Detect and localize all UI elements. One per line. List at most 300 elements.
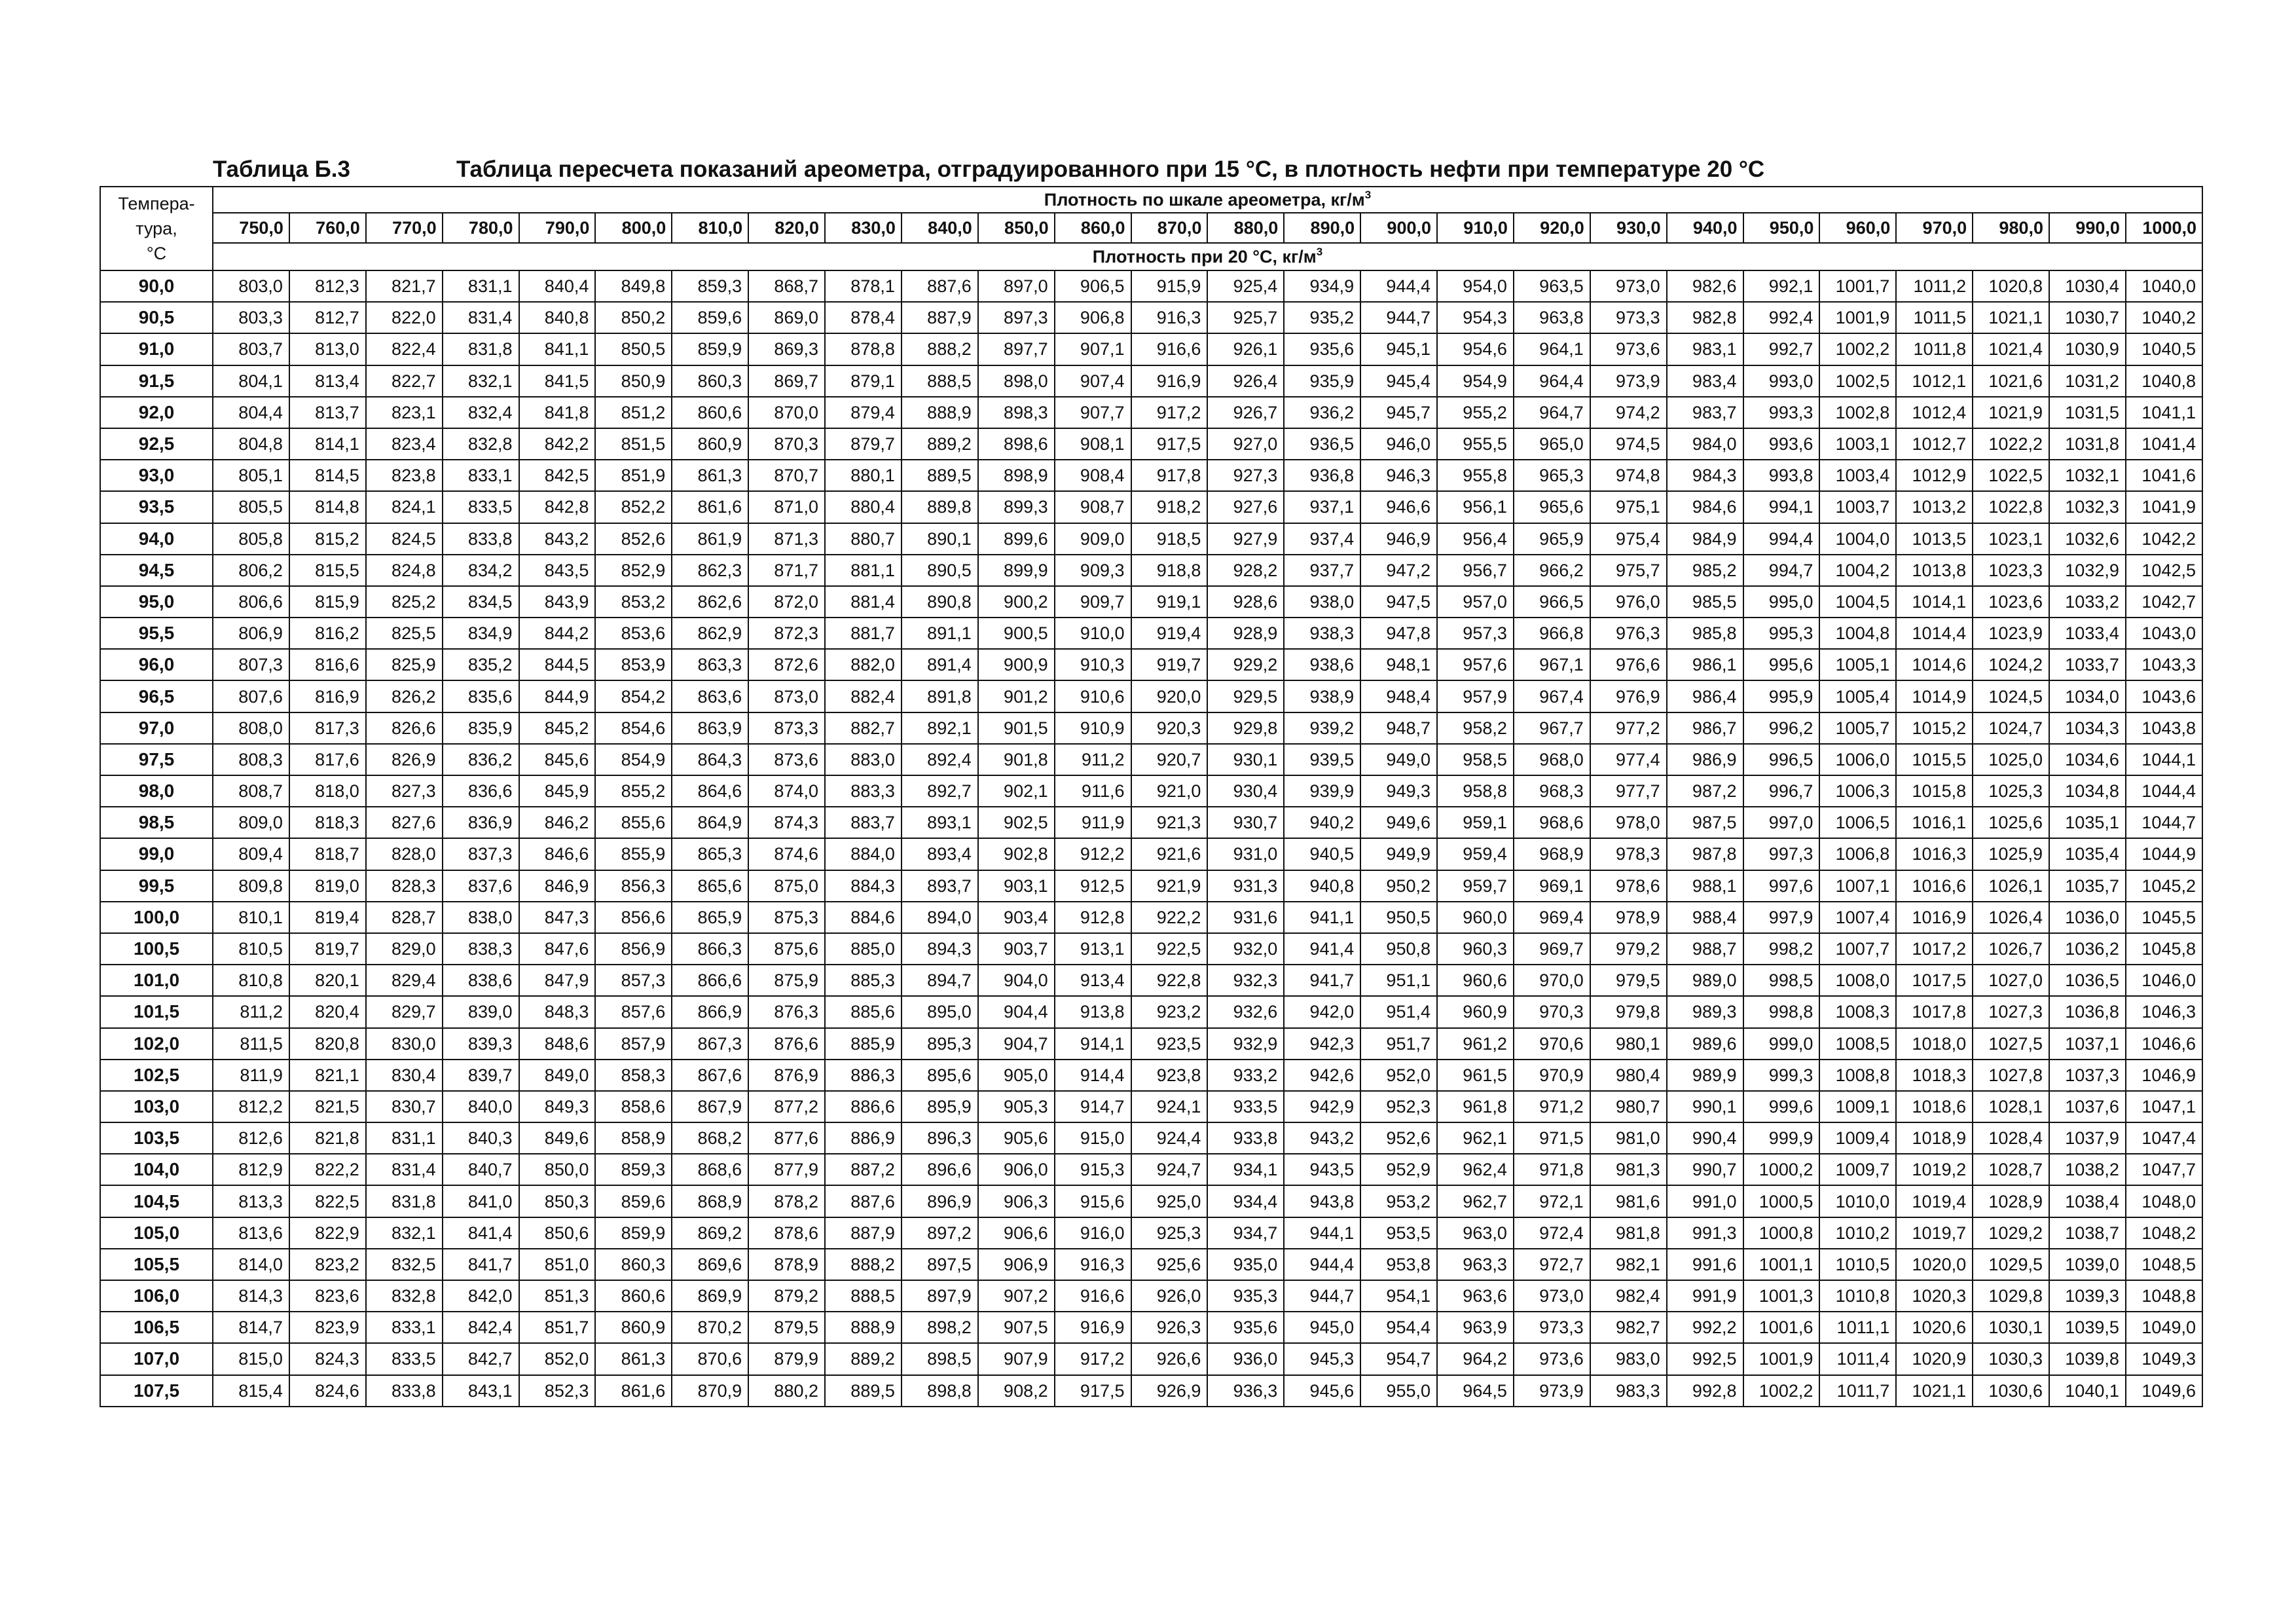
density-cell: 1037,3 [2049,1060,2126,1091]
density-cell: 851,9 [595,460,672,491]
density-cell: 993,0 [1743,365,1820,397]
density-cell: 806,9 [213,618,289,649]
density-cell: 850,3 [519,1185,596,1217]
density-cell: 1000,2 [1743,1154,1820,1185]
density-cell: 932,0 [1207,933,1284,965]
density-cell: 1030,7 [2049,302,2126,333]
density-cell: 904,4 [978,996,1055,1027]
density-cell: 893,4 [902,838,978,870]
density-cell: 1019,7 [1896,1217,1973,1249]
density-cell: 888,5 [902,365,978,397]
density-cell: 935,6 [1207,1312,1284,1343]
density-cell: 999,3 [1743,1060,1820,1091]
density-cell: 960,0 [1437,902,1514,933]
density-cell: 877,2 [748,1091,825,1122]
density-cell: 1048,8 [2126,1280,2202,1312]
density-cell: 864,6 [672,775,748,807]
density-cell: 976,6 [1590,649,1667,680]
density-column-header: 930,0 [1590,213,1667,243]
table-row [100,460,2202,491]
temperature-cell: 98,0 [100,775,213,807]
density-cell: 926,7 [1207,397,1284,428]
density-cell: 1011,2 [1896,270,1973,302]
density-cell: 991,3 [1667,1217,1743,1249]
density-cell: 821,8 [289,1122,366,1154]
density-cell: 817,3 [289,712,366,744]
density-cell: 916,6 [1055,1280,1131,1312]
density-cell: 1004,2 [1819,555,1896,586]
density-cell: 814,3 [213,1280,289,1312]
density-cell: 831,4 [366,1154,443,1185]
density-cell: 1031,8 [2049,428,2126,460]
density-cell: 1015,2 [1896,712,1973,744]
density-cell: 863,3 [672,649,748,680]
density-cell: 917,8 [1131,460,1208,491]
density-cell: 1016,1 [1896,807,1973,838]
density-cell: 935,0 [1207,1249,1284,1280]
density-cell: 945,0 [1284,1312,1360,1343]
density-cell: 1018,9 [1896,1122,1973,1154]
density-cell: 859,9 [672,333,748,365]
density-cell: 838,6 [443,965,519,996]
density-cell: 878,1 [825,270,902,302]
density-cell: 895,0 [902,996,978,1027]
density-cell: 909,7 [1055,586,1131,618]
density-cell: 957,3 [1437,618,1514,649]
density-cell: 845,6 [519,744,596,775]
density-cell: 1040,5 [2126,333,2202,365]
temperature-cell: 99,0 [100,838,213,870]
density-cell: 987,8 [1667,838,1743,870]
density-cell: 975,7 [1590,555,1667,586]
density-cell: 942,6 [1284,1060,1360,1091]
table-body [100,270,2202,1407]
density-cell: 926,1 [1207,333,1284,365]
density-cell: 859,3 [595,1154,672,1185]
density-cell: 1018,3 [1896,1060,1973,1091]
density-cell: 832,5 [366,1249,443,1280]
density-cell: 1038,7 [2049,1217,2126,1249]
density-cell: 960,6 [1437,965,1514,996]
density-cell: 1019,4 [1896,1185,1973,1217]
density-cell: 835,9 [443,712,519,744]
density-cell: 992,2 [1667,1312,1743,1343]
density-cell: 965,9 [1514,523,1590,555]
density-cell: 941,4 [1284,933,1360,965]
density-cell: 803,7 [213,333,289,365]
density-cell: 994,4 [1743,523,1820,555]
density-cell: 824,5 [366,523,443,555]
density-cell: 1032,9 [2049,555,2126,586]
density-cell: 927,9 [1207,523,1284,555]
density-cell: 854,9 [595,744,672,775]
density-cell: 966,8 [1514,618,1590,649]
density-cell: 919,4 [1131,618,1208,649]
table-row [100,1280,2202,1312]
density-cell: 938,3 [1284,618,1360,649]
density-cell: 909,0 [1055,523,1131,555]
density-cell: 992,5 [1667,1343,1743,1375]
density-cell: 884,6 [825,902,902,933]
density-cell: 968,3 [1514,775,1590,807]
density-cell: 840,8 [519,302,596,333]
table-row [100,1154,2202,1185]
density-cell: 970,9 [1514,1060,1590,1091]
density-cell: 932,6 [1207,996,1284,1027]
density-cell: 984,9 [1667,523,1743,555]
density-cell: 850,6 [519,1217,596,1249]
table-row [100,965,2202,996]
density-cell: 882,0 [825,649,902,680]
density-cell: 837,3 [443,838,519,870]
density-cell: 990,7 [1667,1154,1743,1185]
density-cell: 820,8 [289,1028,366,1060]
density-cell: 879,5 [748,1312,825,1343]
density-cell: 824,1 [366,491,443,523]
density-cell: 859,6 [672,302,748,333]
density-cell: 892,1 [902,712,978,744]
density-cell: 1024,7 [1973,712,2049,744]
density-cell: 934,9 [1284,270,1360,302]
density-cell: 1033,4 [2049,618,2126,649]
density-cell: 859,3 [672,270,748,302]
density-cell: 979,8 [1590,996,1667,1027]
density-cell: 937,1 [1284,491,1360,523]
density-cell: 1005,1 [1819,649,1896,680]
density-cell: 1003,1 [1819,428,1896,460]
density-cell: 899,9 [978,555,1055,586]
density-cell: 972,4 [1514,1217,1590,1249]
density-cell: 836,2 [443,744,519,775]
density-cell: 829,7 [366,996,443,1027]
density-cell: 1019,2 [1896,1154,1973,1185]
density-cell: 897,7 [978,333,1055,365]
density-cell: 1014,4 [1896,618,1973,649]
density-cell: 887,6 [902,270,978,302]
density-cell: 1011,5 [1896,302,1973,333]
density-cell: 833,8 [366,1375,443,1407]
temperature-cell: 95,5 [100,618,213,649]
density-cell: 869,2 [672,1217,748,1249]
density-cell: 1020,3 [1896,1280,1973,1312]
density-cell: 821,1 [289,1060,366,1091]
density-cell: 954,6 [1437,333,1514,365]
density-cell: 983,7 [1667,397,1743,428]
density-cell: 923,8 [1131,1060,1208,1091]
density-cell: 1026,4 [1973,902,2049,933]
density-cell: 1014,6 [1896,649,1973,680]
density-cell: 898,5 [902,1343,978,1375]
density-cell: 935,9 [1284,365,1360,397]
density-cell: 952,6 [1360,1122,1437,1154]
density-cell: 957,6 [1437,649,1514,680]
density-cell: 852,6 [595,523,672,555]
density-cell: 990,4 [1667,1122,1743,1154]
density-cell: 887,9 [902,302,978,333]
density-cell: 985,5 [1667,586,1743,618]
density-cell: 934,1 [1207,1154,1284,1185]
density-cell: 956,7 [1437,555,1514,586]
density-cell: 868,2 [672,1122,748,1154]
density-column-header: 870,0 [1131,213,1208,243]
density-cell: 813,6 [213,1217,289,1249]
density-cell: 899,3 [978,491,1055,523]
density-cell: 1014,9 [1896,680,1973,712]
density-cell: 948,4 [1360,680,1437,712]
density-cell: 1025,6 [1973,807,2049,838]
density-cell: 1007,1 [1819,870,1896,902]
density-cell: 816,9 [289,680,366,712]
density-cell: 1011,7 [1819,1375,1896,1407]
density-cell: 993,6 [1743,428,1820,460]
density-cell: 844,2 [519,618,596,649]
density-cell: 943,2 [1284,1122,1360,1154]
table-row [100,744,2202,775]
density-cell: 811,5 [213,1028,289,1060]
temperature-cell: 107,0 [100,1343,213,1375]
density-cell: 974,8 [1590,460,1667,491]
density-cell: 875,0 [748,870,825,902]
density-cell: 898,6 [978,428,1055,460]
density-cell: 888,9 [825,1312,902,1343]
density-cell: 840,7 [443,1154,519,1185]
density-cell: 994,7 [1743,555,1820,586]
density-cell: 813,3 [213,1185,289,1217]
density-cell: 947,5 [1360,586,1437,618]
density-cell: 962,1 [1437,1122,1514,1154]
density-cell: 880,7 [825,523,902,555]
density-cell: 932,3 [1207,965,1284,996]
density-cell: 875,9 [748,965,825,996]
density-cell: 862,6 [672,586,748,618]
table-row [100,555,2202,586]
density-cell: 823,4 [366,428,443,460]
density-cell: 1010,8 [1819,1280,1896,1312]
density-cell: 897,5 [902,1249,978,1280]
table-row [100,270,2202,302]
density-cell: 804,4 [213,397,289,428]
density-20c-header [213,243,2202,270]
table-row [100,1217,2202,1249]
density-cell: 928,6 [1207,586,1284,618]
density-cell: 860,9 [595,1312,672,1343]
density-cell: 825,5 [366,618,443,649]
density-cell: 988,4 [1667,902,1743,933]
density-cell: 918,2 [1131,491,1208,523]
density-cell: 922,8 [1131,965,1208,996]
density-cell: 1018,6 [1896,1091,1973,1122]
density-cell: 935,3 [1207,1280,1284,1312]
density-cell: 829,0 [366,933,443,965]
density-cell: 871,3 [748,523,825,555]
density-cell: 930,4 [1207,775,1284,807]
density-cell: 907,5 [978,1312,1055,1343]
density-cell: 995,9 [1743,680,1820,712]
density-cell: 913,1 [1055,933,1131,965]
density-cell: 826,2 [366,680,443,712]
density-cell: 939,9 [1284,775,1360,807]
density-cell: 815,4 [213,1375,289,1407]
density-cell: 896,3 [902,1122,978,1154]
density-cell: 906,3 [978,1185,1055,1217]
density-cell: 878,4 [825,302,902,333]
density-cell: 898,8 [902,1375,978,1407]
density-cell: 1045,2 [2126,870,2202,902]
density-cell: 908,2 [978,1375,1055,1407]
temperature-cell: 90,0 [100,270,213,302]
density-cell: 1004,0 [1819,523,1896,555]
density-cell: 1043,3 [2126,649,2202,680]
density-column-header: 940,0 [1667,213,1743,243]
density-cell: 848,6 [519,1028,596,1060]
density-cell: 1048,5 [2126,1249,2202,1280]
density-cell: 1040,2 [2126,302,2202,333]
density-cell: 1032,3 [2049,491,2126,523]
density-cell: 881,1 [825,555,902,586]
density-cell: 920,3 [1131,712,1208,744]
density-cell: 1026,7 [1973,933,2049,965]
density-column-header: 900,0 [1360,213,1437,243]
density-cell: 977,4 [1590,744,1667,775]
density-cell: 947,8 [1360,618,1437,649]
density-cell: 867,9 [672,1091,748,1122]
density-cell: 955,2 [1437,397,1514,428]
density-column-header: 800,0 [595,213,672,243]
table-row [100,1060,2202,1091]
density-cell: 912,5 [1055,870,1131,902]
density-cell: 1030,3 [1973,1343,2049,1375]
density-cell: 865,3 [672,838,748,870]
density-cell: 958,5 [1437,744,1514,775]
density-cell: 981,3 [1590,1154,1667,1185]
density-cell: 949,6 [1360,807,1437,838]
density-cell: 876,3 [748,996,825,1027]
density-cell: 1027,3 [1973,996,2049,1027]
density-cell: 805,1 [213,460,289,491]
density-cell: 976,3 [1590,618,1667,649]
temperature-cell: 101,0 [100,965,213,996]
density-cell: 1002,2 [1819,333,1896,365]
density-cell: 1040,0 [2126,270,2202,302]
density-cell: 874,0 [748,775,825,807]
density-cell: 904,7 [978,1028,1055,1060]
density-cell: 818,7 [289,838,366,870]
density-cell: 1024,5 [1973,680,2049,712]
density-cell: 819,0 [289,870,366,902]
density-cell: 935,6 [1284,333,1360,365]
density-cell: 1010,0 [1819,1185,1896,1217]
density-cell: 988,1 [1667,870,1743,902]
density-cell: 990,1 [1667,1091,1743,1122]
temperature-cell: 105,0 [100,1217,213,1249]
density-cell: 959,1 [1437,807,1514,838]
density-cell: 1049,6 [2126,1375,2202,1407]
density-cell: 812,3 [289,270,366,302]
density-cell: 831,4 [443,302,519,333]
density-cell: 879,7 [825,428,902,460]
density-cell: 855,6 [595,807,672,838]
density-cell: 1042,7 [2126,586,2202,618]
density-column-header: 980,0 [1973,213,2049,243]
density-column-header: 1000,0 [2126,213,2202,243]
density-cell: 964,4 [1514,365,1590,397]
density-cell: 819,7 [289,933,366,965]
density-cell: 895,3 [902,1028,978,1060]
density-cell: 1008,0 [1819,965,1896,996]
density-cell: 971,8 [1514,1154,1590,1185]
density-cell: 945,4 [1360,365,1437,397]
density-cell: 911,6 [1055,775,1131,807]
density-cell: 887,2 [825,1154,902,1185]
density-cell: 1020,0 [1896,1249,1973,1280]
density-cell: 974,5 [1590,428,1667,460]
density-cell: 894,0 [902,902,978,933]
density-cell: 834,9 [443,618,519,649]
density-cell: 870,7 [748,460,825,491]
density-cell: 992,4 [1743,302,1820,333]
density-cell: 922,5 [1131,933,1208,965]
density-cell: 830,4 [366,1060,443,1091]
density-cell: 996,7 [1743,775,1820,807]
density-cell: 1046,3 [2126,996,2202,1027]
density-cell: 842,5 [519,460,596,491]
density-cell: 808,0 [213,712,289,744]
density-cell: 898,3 [978,397,1055,428]
density-column-header: 760,0 [289,213,366,243]
density-cell: 983,1 [1667,333,1743,365]
density-cell: 982,4 [1590,1280,1667,1312]
density-cell: 983,3 [1590,1375,1667,1407]
density-cell: 811,2 [213,996,289,1027]
density-cell: 810,8 [213,965,289,996]
density-cell: 966,5 [1514,586,1590,618]
density-column-header: 770,0 [366,213,443,243]
density-cell: 1002,2 [1743,1375,1820,1407]
density-cell: 993,3 [1743,397,1820,428]
density-cell: 836,6 [443,775,519,807]
density-cell: 834,2 [443,555,519,586]
density-cell: 1039,0 [2049,1249,2126,1280]
density-cell: 1041,4 [2126,428,2202,460]
density-cell: 850,5 [595,333,672,365]
density-cell: 908,4 [1055,460,1131,491]
density-cell: 889,5 [902,460,978,491]
hydrometer-density-row [100,213,2202,243]
density-cell: 925,6 [1131,1249,1208,1280]
density-cell: 888,2 [825,1249,902,1280]
density-cell: 835,6 [443,680,519,712]
hydrometer-density-label: Плотность по шкале ареометра, кг/м [1044,189,1365,210]
density-cell: 1034,3 [2049,712,2126,744]
density-cell: 978,3 [1590,838,1667,870]
density-cell: 818,3 [289,807,366,838]
density-cell: 875,3 [748,902,825,933]
density-cell: 917,2 [1055,1343,1131,1375]
density-cell: 1041,6 [2126,460,2202,491]
density-column-header: 880,0 [1207,213,1284,243]
density-cell: 971,5 [1514,1122,1590,1154]
temperature-cell: 99,5 [100,870,213,902]
density-cell: 978,0 [1590,807,1667,838]
density-cell: 976,0 [1590,586,1667,618]
density-cell: 994,1 [1743,491,1820,523]
table-row [100,1185,2202,1217]
density-cell: 946,3 [1360,460,1437,491]
density-cell: 852,2 [595,491,672,523]
density-cell: 849,0 [519,1060,596,1091]
density-cell: 897,9 [902,1280,978,1312]
density-cell: 1036,5 [2049,965,2126,996]
